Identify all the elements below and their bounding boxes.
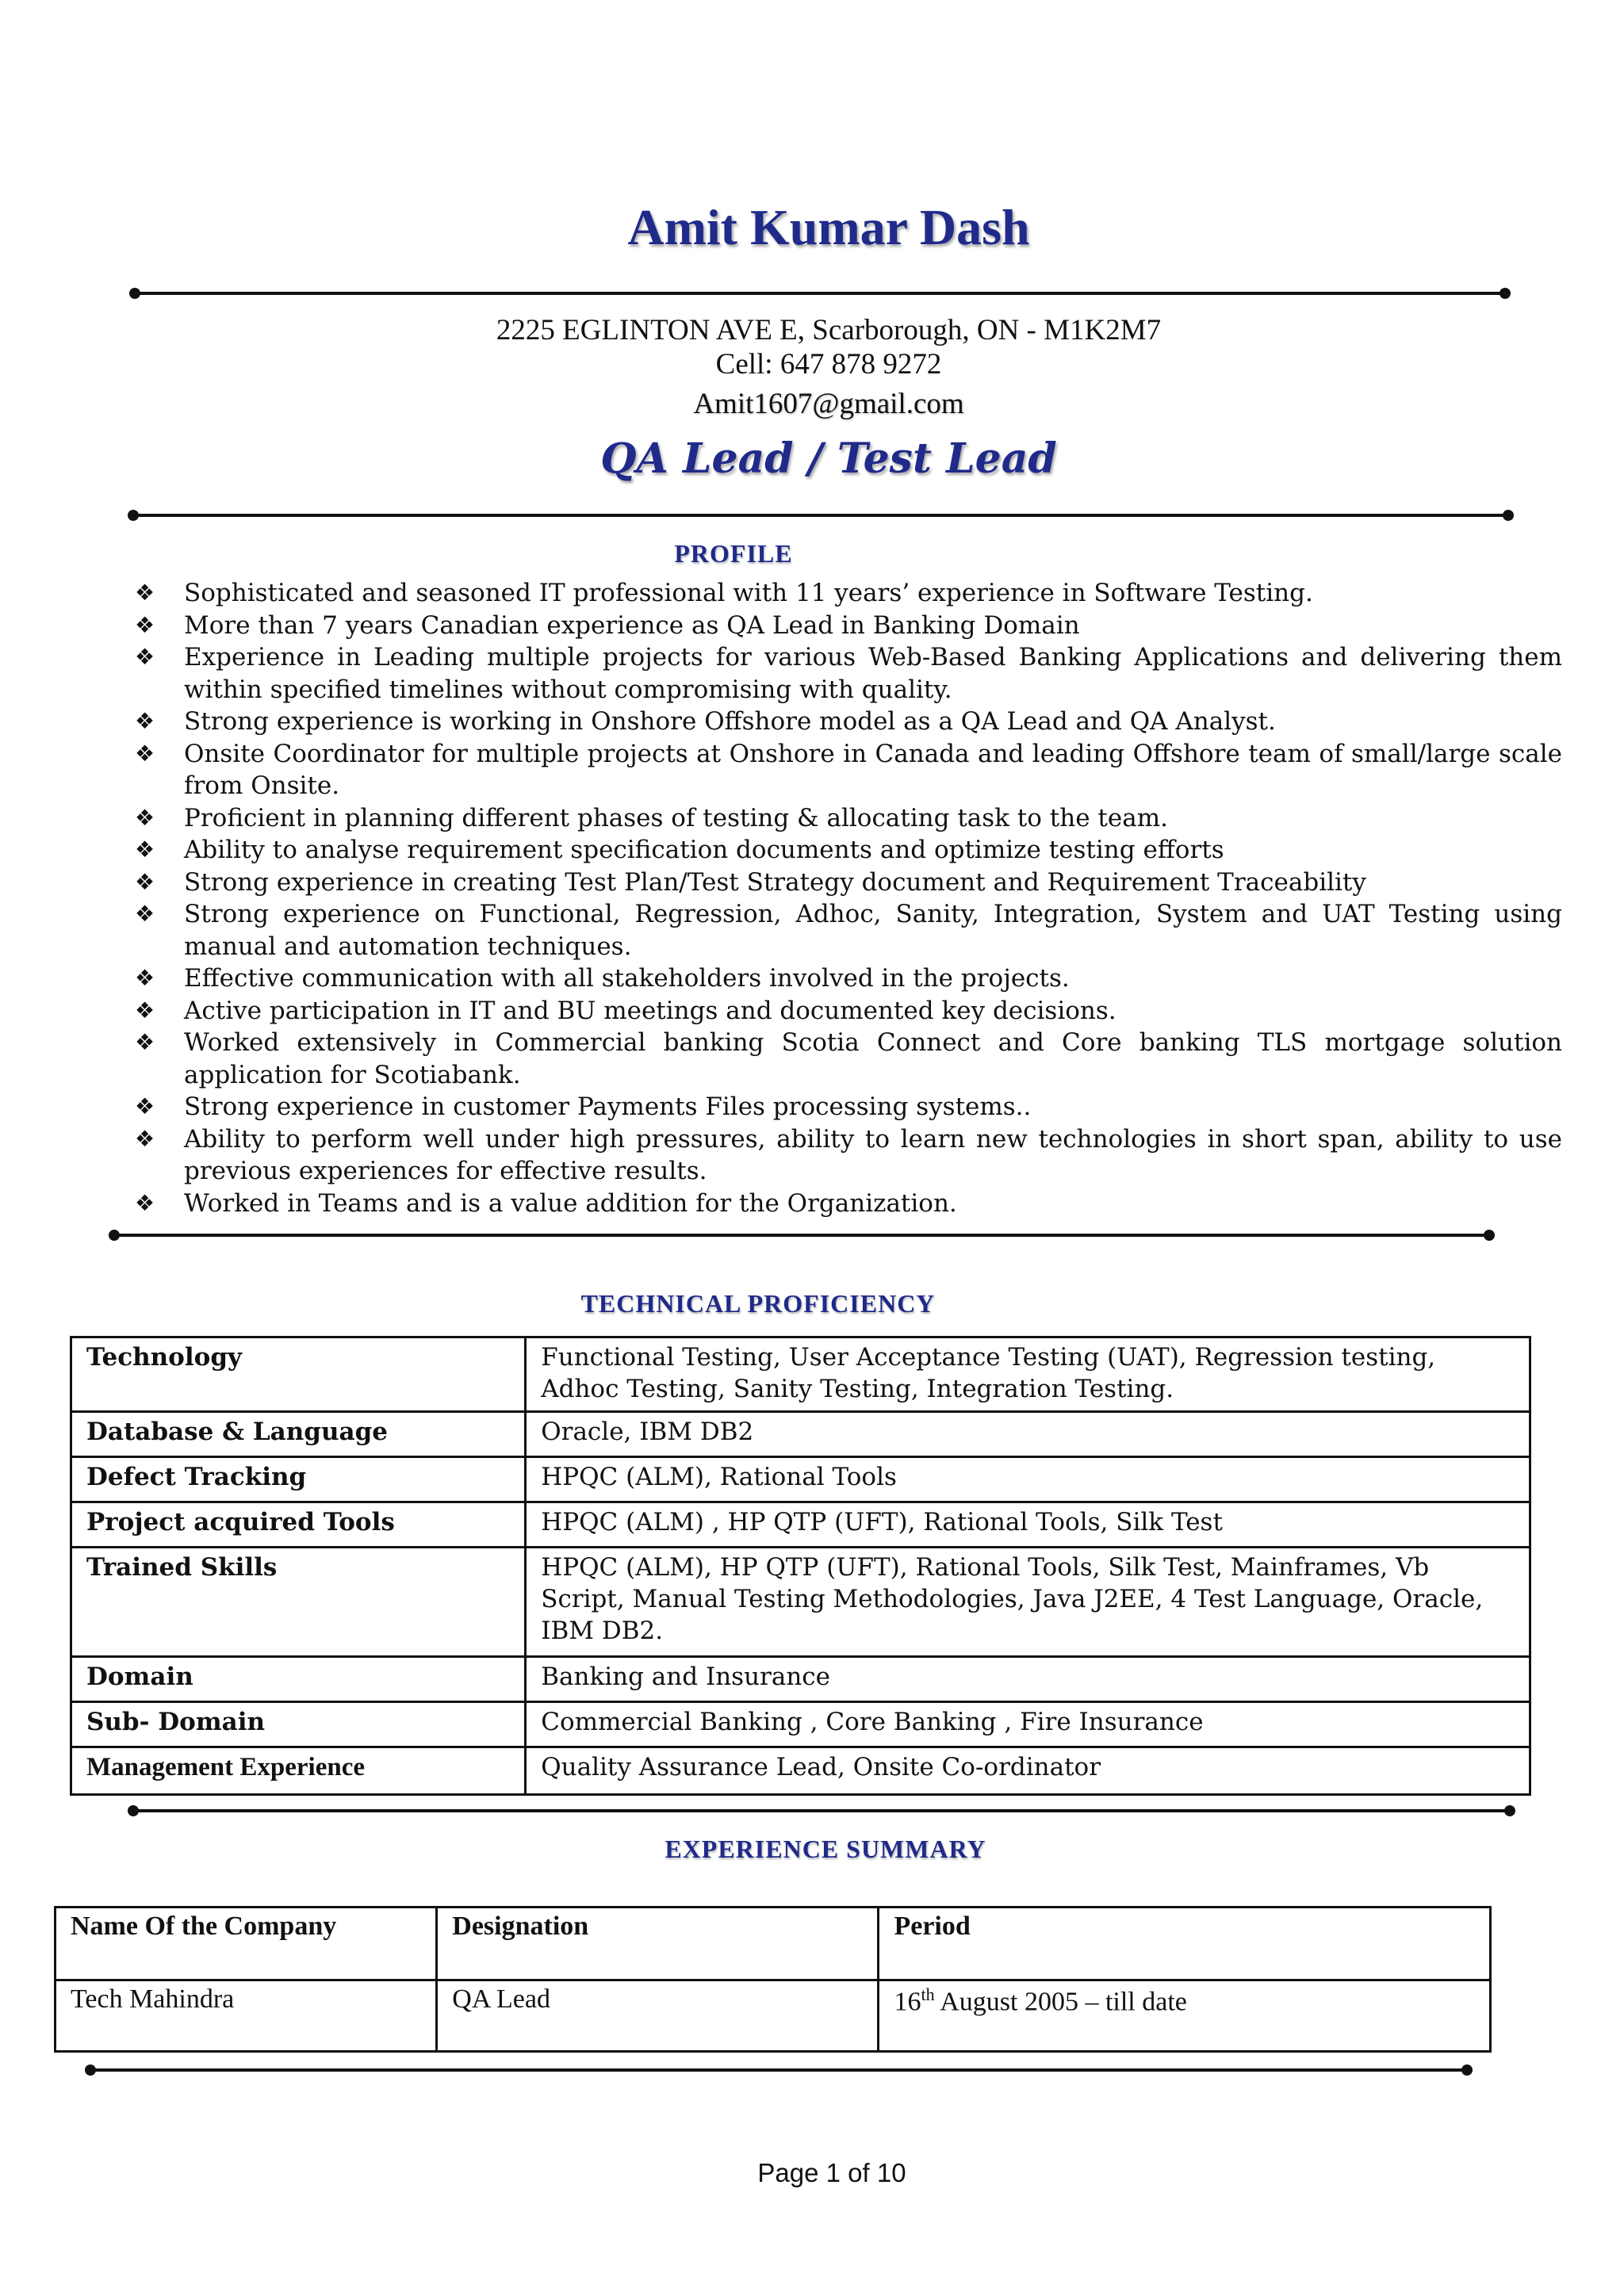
- skill-category: Trained Skills: [71, 1548, 526, 1657]
- skill-category: Sub- Domain: [71, 1702, 526, 1747]
- profile-item-text: Experience in Leading multiple projects for various Web-Based Banking Applications and delivering them within specified timelines without compromising with quality.: [184, 643, 1562, 704]
- skill-category: Project acquired Tools: [71, 1502, 526, 1548]
- column-header-designation: Designation: [437, 1908, 879, 1980]
- skill-value: Banking and Insurance: [526, 1657, 1530, 1702]
- skill-category: Database & Language: [71, 1412, 526, 1457]
- diamond-bullet-icon: ❖: [135, 1093, 155, 1119]
- divider-line: [133, 514, 1508, 517]
- profile-item-text: Worked in Teams and is a value addition for the Organization.: [184, 1188, 957, 1218]
- list-item: [131, 706, 1562, 738]
- list-item: [131, 1091, 1562, 1123]
- diamond-bullet-icon: ❖: [135, 708, 155, 734]
- profile-item-text: Worked extensively in Commercial banking Scotia Connect and Core banking TLS mortgage solution application for Scotiabank.: [184, 1028, 1562, 1089]
- column-header-period: Period: [879, 1908, 1491, 1980]
- list-item: [131, 1188, 1562, 1220]
- skill-value: HPQC (ALM) , HP QTP (UFT), Rational Tools, Silk Test: [526, 1502, 1530, 1548]
- profile-item-text: Proficient in planning different phases of testing & allocating task to the team.: [184, 803, 1168, 832]
- diamond-bullet-icon: ❖: [135, 901, 155, 927]
- skill-value: Oracle, IBM DB2: [526, 1412, 1530, 1457]
- skill-category: Technology: [71, 1337, 526, 1412]
- diamond-bullet-icon: ❖: [135, 740, 155, 767]
- period-day: 16: [894, 1987, 921, 2017]
- list-item: [131, 962, 1562, 995]
- list-item: [131, 802, 1562, 835]
- table-row: [71, 1747, 1530, 1795]
- list-item: [131, 995, 1562, 1027]
- divider-line: [135, 292, 1505, 295]
- divider-line: [133, 1809, 1510, 1812]
- experience-summary-heading: EXPERIENCE SUMMARY: [665, 1835, 986, 1863]
- address: 2225 EGLINTON AVE E, Scarborough, ON - M1K2M7: [496, 314, 1162, 346]
- skill-value: HPQC (ALM), HP QTP (UFT), Rational Tools, Silk Test, Mainframes, Vb Script, Manual Testing Methodologies, Java J2EE, 4 Test Language, Oracle, IBM DB2.: [526, 1548, 1530, 1657]
- profile-item-text: Ability to analyse requirement specification documents and optimize testing efforts: [184, 836, 1224, 864]
- profile-item-text: Strong experience is working in Onshore Offshore model as a QA Lead and QA Analyst.: [184, 707, 1276, 736]
- period-day-suffix: th: [921, 1984, 935, 2004]
- skill-category: Management Experience: [71, 1747, 526, 1795]
- company-cell: Tech Mahindra: [56, 1980, 437, 2052]
- profile-item-text: Onsite Coordinator for multiple projects at Onshore in Canada and leading Offshore team of small/large scale from Onsite.: [184, 739, 1562, 800]
- table-row: [71, 1502, 1530, 1548]
- profile-item-text: Ability to perform well under high pressures, ability to learn new technologies in short span, ability to use previous experiences for effective results.: [184, 1124, 1562, 1185]
- period-rest: August 2005 – till date: [934, 1987, 1187, 2017]
- divider-line: [114, 1234, 1489, 1237]
- experience-summary-table: [54, 1906, 1492, 2053]
- skill-category: Defect Tracking: [71, 1457, 526, 1502]
- list-item: [131, 867, 1562, 899]
- profile-item-text: More than 7 years Canadian experience as QA Lead in Banking Domain: [184, 610, 1080, 640]
- diamond-bullet-icon: ❖: [135, 1029, 155, 1055]
- skill-value: Functional Testing, User Acceptance Testing (UAT), Regression testing, Adhoc Testing, Sanity Testing, Integration Testing.: [526, 1337, 1530, 1412]
- profile-item-text: Strong experience on Functional, Regression, Adhoc, Sanity, Integration, System and UAT Testing using manual and automation techniques.: [184, 900, 1562, 961]
- table-header-row: [56, 1908, 1491, 1980]
- table-row: [71, 1412, 1530, 1457]
- profile-item-text: Strong experience in customer Payments Files processing systems..: [184, 1093, 1032, 1121]
- column-header-company: Name Of the Company: [56, 1908, 437, 1980]
- table-row: [71, 1457, 1530, 1502]
- profile-heading: PROFILE: [674, 539, 793, 568]
- list-item: [131, 610, 1562, 642]
- diamond-bullet-icon: ❖: [135, 580, 155, 606]
- divider-line: [90, 2068, 1467, 2072]
- list-item: [131, 898, 1562, 962]
- diamond-bullet-icon: ❖: [135, 1189, 155, 1216]
- designation-cell: QA Lead: [437, 1980, 879, 2052]
- email: Amit1607@gmail.com: [693, 388, 964, 420]
- page-number: Page 1 of 10: [757, 2158, 906, 2187]
- skill-category: Domain: [71, 1657, 526, 1702]
- profile-list: [131, 577, 1562, 1219]
- profile-item-text: Effective communication with all stakeholders involved in the projects.: [184, 964, 1070, 993]
- technical-proficiency-heading: TECHNICAL PROFICIENCY: [580, 1289, 936, 1318]
- technical-proficiency-table: [70, 1336, 1531, 1796]
- skill-value: Commercial Banking , Core Banking , Fire Insurance: [526, 1702, 1530, 1747]
- list-item: [131, 738, 1562, 802]
- table-row: [71, 1548, 1530, 1657]
- skill-value: HPQC (ALM), Rational Tools: [526, 1457, 1530, 1502]
- diamond-bullet-icon: ❖: [135, 1125, 155, 1152]
- period-cell: [879, 1980, 1491, 2052]
- skill-value: Quality Assurance Lead, Onsite Co-ordinator: [526, 1747, 1530, 1795]
- list-item: [131, 641, 1562, 706]
- table-row: [71, 1702, 1530, 1747]
- job-title: QA Lead / Test Lead: [600, 434, 1057, 483]
- diamond-bullet-icon: ❖: [135, 804, 155, 831]
- table-row: [56, 1980, 1491, 2052]
- cell-phone: Cell: 647 878 9272: [715, 348, 942, 381]
- diamond-bullet-icon: ❖: [135, 644, 155, 670]
- table-row: [71, 1657, 1530, 1702]
- profile-item-text: Active participation in IT and BU meetings and documented key decisions.: [184, 996, 1116, 1025]
- diamond-bullet-icon: ❖: [135, 997, 155, 1024]
- candidate-name: Amit Kumar Dash: [627, 199, 1030, 255]
- table-row: [71, 1337, 1530, 1412]
- diamond-bullet-icon: ❖: [135, 611, 155, 638]
- list-item: [131, 834, 1562, 867]
- list-item: [131, 577, 1562, 610]
- list-item: [131, 1027, 1562, 1091]
- diamond-bullet-icon: ❖: [135, 868, 155, 895]
- profile-item-text: Strong experience in creating Test Plan/Test Strategy document and Requirement Traceability: [184, 867, 1366, 897]
- list-item: [131, 1123, 1562, 1188]
- diamond-bullet-icon: ❖: [135, 965, 155, 991]
- profile-item-text: Sophisticated and seasoned IT professional with 11 years’ experience in Software Testing.: [184, 579, 1313, 607]
- diamond-bullet-icon: ❖: [135, 836, 155, 863]
